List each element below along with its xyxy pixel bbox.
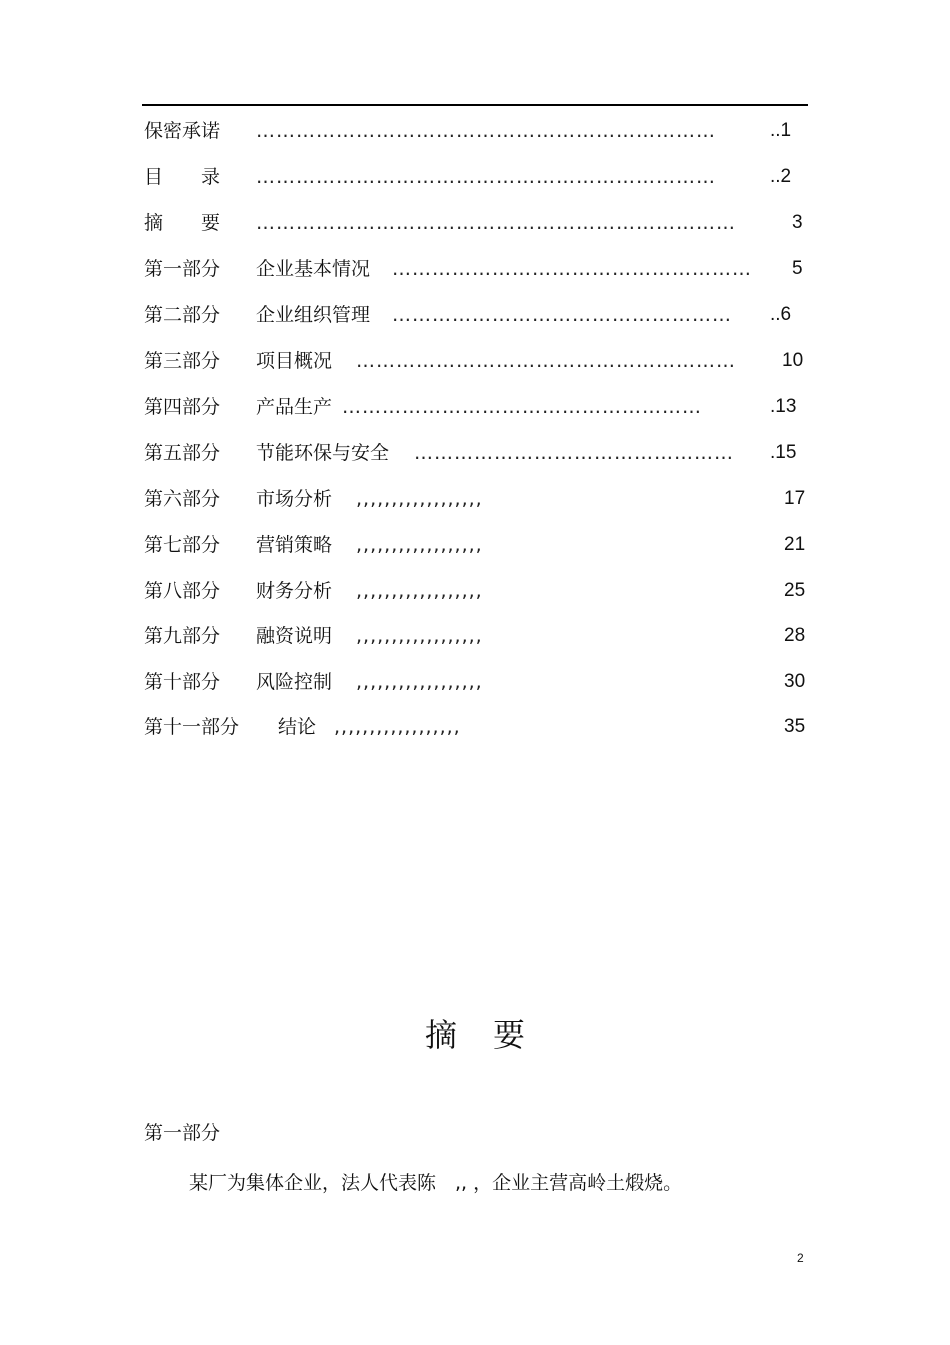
toc-chapter: 第八部分: [144, 580, 221, 602]
toc-chapter: 第七部分: [144, 534, 221, 556]
toc-title: 市场分析: [256, 488, 333, 510]
toc-leader: ………………………………………………: [342, 396, 702, 418]
toc-row[interactable]: [144, 162, 814, 192]
toc-row[interactable]: [144, 116, 814, 146]
toc-title: 节能环保与安全: [256, 442, 390, 464]
toc-chapter: 保密承诺: [144, 120, 221, 142]
toc-chapter: 第三部分: [144, 350, 221, 372]
toc-title: 营销策略: [256, 534, 333, 556]
toc-chapter: 第十部分: [144, 671, 221, 693]
toc-title: 项目概况: [256, 350, 333, 372]
toc-chapter: 目 录: [144, 166, 221, 188]
toc-row[interactable]: [144, 530, 814, 560]
toc-row[interactable]: [144, 438, 814, 468]
toc-leader: ………………………………………………: [392, 258, 752, 280]
toc-chapter: 摘 要: [144, 212, 221, 234]
toc-title: 风险控制: [256, 671, 333, 693]
toc-row[interactable]: [144, 208, 814, 238]
toc-leader: ………………………………………………………………: [256, 212, 736, 234]
toc-chapter: 第九部分: [144, 625, 221, 647]
toc-chapter: 第五部分: [144, 442, 221, 464]
toc-leader: ,,,,,,,,,,,,,,,,,,: [356, 580, 483, 602]
toc-page-number: .13: [770, 396, 797, 417]
body-paragraph: 某厂为集体企业，法人代表陈 ,, ，企业主营高岭土煅烧。: [189, 1172, 683, 1194]
toc-page-number: 10: [782, 350, 804, 371]
toc-leader: ……………………………………………: [392, 304, 732, 326]
toc-page-number: .15: [770, 442, 797, 463]
toc-title: 融资说明: [256, 625, 333, 647]
toc-chapter: 第六部分: [144, 488, 221, 510]
toc-chapter: 第十一部分: [144, 716, 240, 738]
toc-page-number: 17: [784, 488, 806, 509]
toc-row[interactable]: [144, 621, 814, 651]
toc-page-number: 5: [792, 258, 803, 279]
toc-chapter: 第一部分: [144, 258, 221, 280]
toc-leader: ,,,,,,,,,,,,,,,,,,: [356, 671, 483, 693]
toc-page-number: ..6: [770, 304, 792, 325]
toc-page-number: ..1: [770, 120, 792, 141]
toc-page-number: 28: [784, 625, 806, 646]
toc-title: 企业基本情况: [256, 258, 371, 280]
toc-leader: …………………………………………………: [356, 350, 736, 372]
toc-chapter: 第四部分: [144, 396, 221, 418]
page-number: 2: [797, 1251, 804, 1265]
toc-leader: ,,,,,,,,,,,,,,,,,,: [334, 716, 461, 738]
toc-row[interactable]: [144, 712, 814, 742]
toc-title: 产品生产: [256, 396, 333, 418]
toc-row[interactable]: [144, 484, 814, 514]
toc-row[interactable]: [144, 254, 814, 284]
toc-row[interactable]: [144, 300, 814, 330]
toc-page-number: 21: [784, 534, 806, 555]
toc-row[interactable]: [144, 392, 814, 422]
toc-leader: ,,,,,,,,,,,,,,,,,,: [356, 534, 483, 556]
toc-leader: ,,,,,,,,,,,,,,,,,,: [356, 488, 483, 510]
toc-leader: ……………………………………………………………: [256, 120, 716, 142]
toc-title: 企业组织管理: [256, 304, 371, 326]
toc-row[interactable]: [144, 667, 814, 697]
abstract-title: 摘要: [424, 1016, 561, 1054]
toc-row[interactable]: [144, 576, 814, 606]
section-label: 第一部分: [144, 1122, 221, 1144]
toc-leader: …………………………………………: [414, 442, 734, 464]
toc-title: 结论: [278, 716, 317, 738]
toc-leader: ……………………………………………………………: [256, 166, 716, 188]
toc-title: 财务分析: [256, 580, 333, 602]
toc-page-number: 3: [792, 212, 803, 233]
toc-page-number: 35: [784, 716, 806, 737]
toc-row[interactable]: [144, 346, 814, 376]
toc-page-number: 25: [784, 580, 806, 601]
toc-page-number: 30: [784, 671, 806, 692]
top-rule: [142, 104, 808, 106]
toc-leader: ,,,,,,,,,,,,,,,,,,: [356, 625, 483, 647]
toc-page-number: ..2: [770, 166, 792, 187]
toc-chapter: 第二部分: [144, 304, 221, 326]
